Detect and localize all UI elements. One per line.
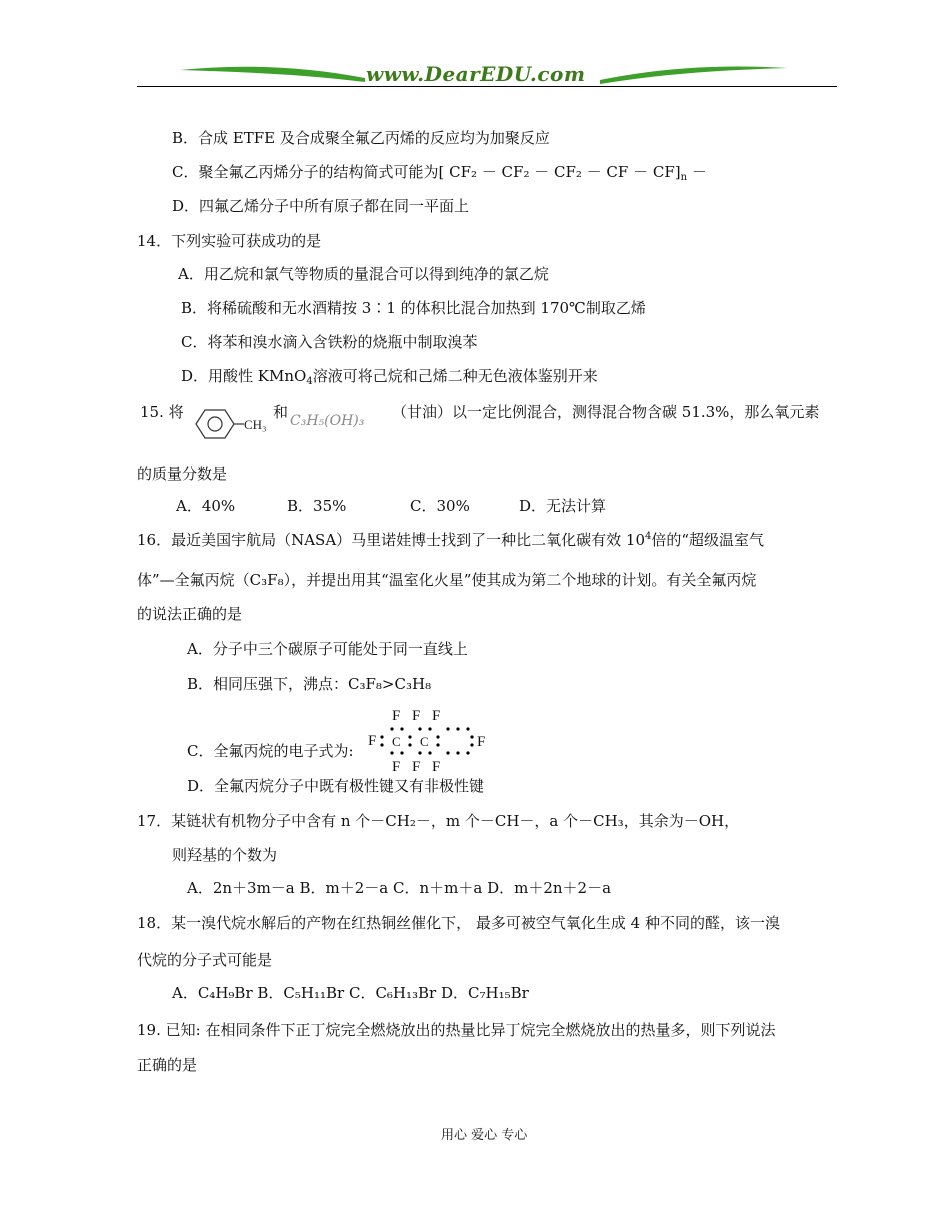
polymer-bracket-right: ] bbox=[674, 163, 681, 181]
q14-d-pre: D．用酸性 KMnO bbox=[181, 367, 307, 385]
efig-f-top-1: F bbox=[392, 708, 401, 724]
q14-option-b: B．将稀硫酸和无水酒精按 3∶1 的体积比混合加热到 170℃制取乙烯 bbox=[181, 299, 646, 317]
q16-line-1-post: 倍的“超级温室气 bbox=[651, 531, 765, 549]
q17-line-2: 则羟基的个数为 bbox=[172, 846, 278, 864]
q18-line-2: 代烷的分子式可能是 bbox=[137, 951, 273, 969]
efig-f-bottom-1: F bbox=[392, 759, 401, 775]
q19-line-1: 19. 已知: 在相同条件下正丁烷完全燃烧放出的热量比异丁烷完全燃烧放出的热量多，则下列说法 bbox=[137, 1021, 776, 1039]
q18-options: A．C₄H₉Br B．C₅H₁₁Br C．C₆H₁₃Br D．C₇H₁₅Br bbox=[172, 984, 529, 1002]
q16-line-2: 体”—全氟丙烷（C₃F₈），并提出用其“温室化火星”使其成为第二个地球的计划。有关全氟丙烷 bbox=[137, 571, 757, 589]
q14-option-d bbox=[181, 366, 598, 386]
q15-stem-rest: （甘油）以一定比例混合，测得混合物含碳 51.3%，那么氧元素 bbox=[392, 403, 820, 421]
q17-options: A．2n＋3m－a B．m＋2－a C．n＋m＋a D．m＋2n＋2－a bbox=[187, 879, 612, 897]
q16-option-a: A．分子中三个碳原子可能处于同一直线上 bbox=[187, 640, 468, 658]
q15-and: 和 bbox=[273, 403, 289, 421]
efig-c-2: C bbox=[420, 734, 429, 749]
q13-option-d: D．四氟乙烯分子中所有原子都在同一平面上 bbox=[172, 197, 470, 215]
polymer-formula: CF₂ － CF₂ － CF₂ － CF － CF bbox=[449, 163, 675, 181]
q16-option-b: B．相同压强下，沸点：C₃F₈>C₃H₈ bbox=[187, 675, 432, 693]
efig-f-top-2: F bbox=[412, 708, 421, 724]
electron-dot-formula bbox=[368, 703, 488, 775]
q14-option-c: C．将苯和溴水滴入含铁粉的烧瓶中制取溴苯 bbox=[181, 333, 478, 351]
q19-line-2: 正确的是 bbox=[137, 1056, 198, 1074]
q16-option-c: C．全氟丙烷的电子式为: bbox=[187, 742, 354, 760]
q15-stem-2: 的质量分数是 bbox=[137, 465, 228, 483]
q15-option-c: C．30% bbox=[410, 497, 470, 515]
q16-line-1-pre: 16．最近美国宇航局（NASA）马里诺娃博士找到了一种比二氧化碳有效 10 bbox=[137, 531, 646, 549]
q13-option-b: B．合成 ETFE 及合成聚全氟乙丙烯的反应均为加聚反应 bbox=[172, 129, 550, 147]
efig-f-left: F bbox=[368, 733, 377, 749]
polymer-n: n bbox=[680, 172, 688, 183]
q16-exponent: 4 bbox=[645, 531, 652, 542]
site-url: www.DearEDU.com bbox=[366, 62, 586, 86]
q15-option-b: B．35% bbox=[287, 497, 347, 515]
q14-d-sub: 4 bbox=[306, 376, 313, 387]
q17-line-1: 17．某链状有机物分子中含有 n 个－CH₂－，m 个－CH－，a 个－CH₃，其余为－OH， bbox=[137, 812, 740, 830]
q15-number: 15. 将 bbox=[140, 403, 184, 421]
q18-line-1: 18．某一溴代烷水解后的产物在红热铜丝催化下， 最多可被空气氧化生成 4 种不同的醛，该一溴 bbox=[137, 914, 780, 932]
q13-option-c: C．聚全氟乙丙烯分子的结构简式可能为[ CF₂ － CF₂ － CF₂ － CF － $CF]_n$ － bbox=[172, 163, 707, 183]
page-footer: 用心 爱心 专心 bbox=[441, 1128, 528, 1143]
efig-c-1: C bbox=[392, 734, 401, 749]
glycerol-formula: C₃H₅(OH)₃ bbox=[290, 413, 365, 429]
q16-option-d: D．全氟丙烷分子中既有极性键又有非极性键 bbox=[187, 777, 485, 795]
efig-f-top-3: F bbox=[432, 708, 441, 724]
q15-option-d: D．无法计算 bbox=[519, 497, 607, 515]
efig-f-bottom-2: F bbox=[412, 759, 421, 775]
q13-option-c-text: C．聚全氟乙丙烯分子的结构简式可能为 bbox=[172, 163, 439, 181]
polymer-bracket-left: [ bbox=[438, 163, 445, 181]
toluene-structure bbox=[188, 407, 268, 441]
header-rule bbox=[137, 86, 837, 87]
q14-d-post: 溶液可将己烷和己烯二种无色液体鉴别开来 bbox=[312, 367, 598, 385]
efig-f-right: F bbox=[477, 734, 486, 750]
q15-option-a: A．40% bbox=[176, 497, 236, 515]
q14-option-a: A．用乙烷和氯气等物质的量混合可以得到纯净的氯乙烷 bbox=[178, 265, 549, 283]
q16-line-3: 的说法正确的是 bbox=[137, 605, 243, 623]
toluene-ch3: CH₃ bbox=[244, 417, 267, 432]
q16-line-1 bbox=[137, 530, 764, 550]
efig-f-bottom-3: F bbox=[432, 759, 441, 775]
q14-stem: 14．下列实验可获成功的是 bbox=[137, 232, 322, 250]
